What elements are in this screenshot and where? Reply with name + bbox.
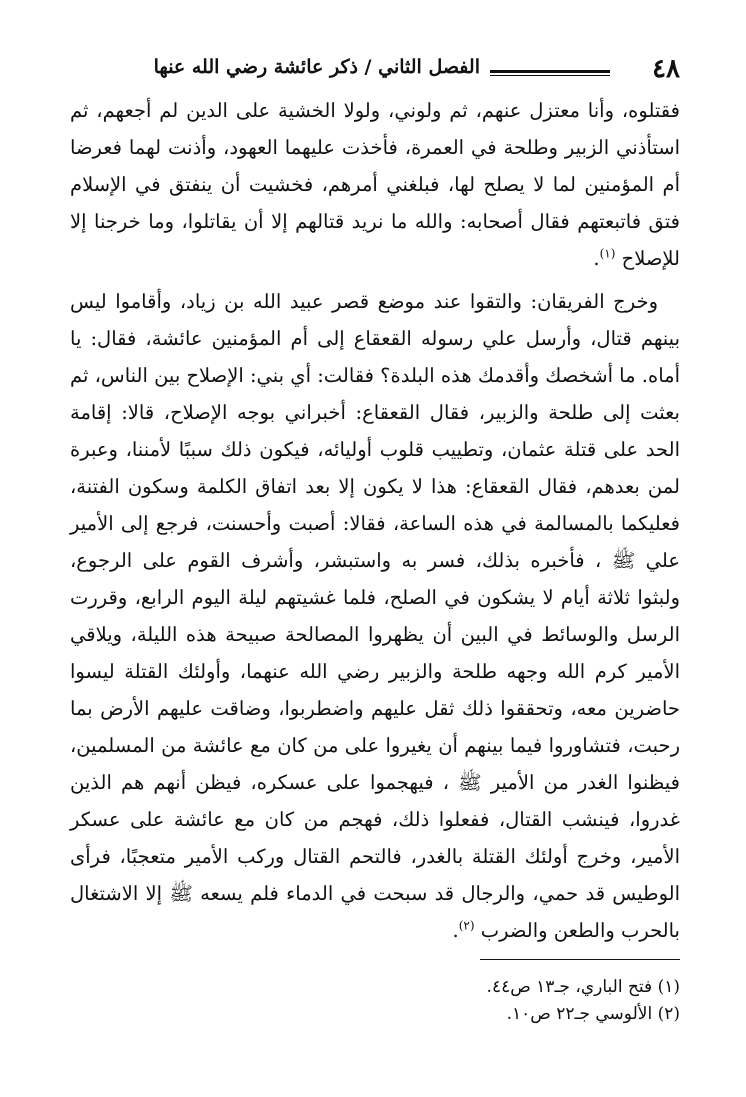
paragraph-2-end: . — [452, 919, 459, 942]
header-rule — [490, 70, 610, 76]
footnotes — [70, 974, 680, 1028]
footnote-rule — [480, 959, 680, 960]
paragraph-2-text: وخرج الفريقان: والتقوا عند موضع قصر عبيد الله بن زياد، وأقاموا ليس بينهم قتال، وأرسل علي رسوله القعقاع إلى أم المؤمنين عائشة، فقال: يا أماه. ما أشخصك وأقدمك هذه البلدة؟ فقالت: أي بني: الإصلاح بين الناس، ثم بعثت إلى طلحة والزبير، فقال القعقاع: أخبراني بوجه الإصلاح، قالا: إقامة الحد على قتلة عثمان، وتطييب قلوب أوليائه، فيكون ذلك سببًا لأمننا، وعبرة لمن بعدهم، فقال القعقاع: هذا لا يكون إلا بعد اتفاق الكلمة وسكون الفتنة، فعليكما بالمسالمة في هذه الساعة، فقالا: أصبت وأحسنت، فرجع إلى الأمير علي ﷺ ، فأخبره بذلك، فسر به واستبشر، وأشرف القوم على الرجوع، ولبثوا ثلاثة أيام لا يشكون في الصلح، فلما غشيتهم ليلة اليوم الرابع، وقررت الرسل والوسائط في البين أن يظهروا المصالحة صبيحة هذه الليلة، ويلاقي الأمير كرم الله وجهه طلحة والزبير رضي الله عنهما، وأولئك القتلة ليسوا حاضرين معه، وتحققوا ذلك ثقل عليهم واضطربوا، وضاقت عليهم الأرض بما رحبت، فتشاوروا فيما بينهم أن يغيروا على من كان مع عائشة من المسلمين، فيظنوا الغدر من الأمير ﷺ ، فيهجموا على عسكره، فيظن أنهم هم الذين غدروا، فينشب القتال، ففعلوا ذلك، فهجم من كان مع عائشة على عسكر الأمير، وخرج أولئك القتلة بالغدر، فالتحم القتال وركب الأمير متعجبًا، فرأى الوطيس قد حمي، والرجال قد سبحت في الدماء فلم يسعه ﷺ إلا الاشتغال بالحرب والطعن والضرب — [70, 290, 681, 942]
paragraph-1 — [70, 92, 680, 277]
footnote-ref-2: (٢) — [458, 918, 475, 933]
chapter-title: الفصل الثاني / ذكر عائشة رضي الله عنها — [153, 56, 480, 78]
page-header — [70, 50, 680, 90]
footnote-1: (١) فتح الباري، جـ١٣ ص٤٤. — [486, 977, 680, 997]
footnote-ref-1: (١) — [599, 246, 616, 261]
page — [70, 50, 680, 1028]
paragraph-1-text: فقتلوه، وأنا معتزل عنهم، ثم ولوني، ولولا الخشية على الدين لم أجعهم، ثم استأذني الزبير وطلحة في العمرة، فأخذت عليهما العهود، وأذنت لهما فعرضا أم المؤمنين لما لا يصلح لها، فبلغني أمرهم، فخشيت أن ينفتق في الإسلام فتق فاتبعتهم فقال أصحابه: والله ما نريد قتالهم إلا أن يقاتلوا، وما خرجنا إلا للإصلاح — [70, 99, 680, 270]
footnote-2: (٢) الألوسي جـ٢٢ ص١٠. — [506, 1004, 680, 1024]
body-text — [70, 92, 680, 949]
page-number: ٤٨ — [652, 54, 680, 84]
paragraph-1-end: . — [593, 247, 600, 270]
paragraph-2 — [70, 283, 680, 949]
